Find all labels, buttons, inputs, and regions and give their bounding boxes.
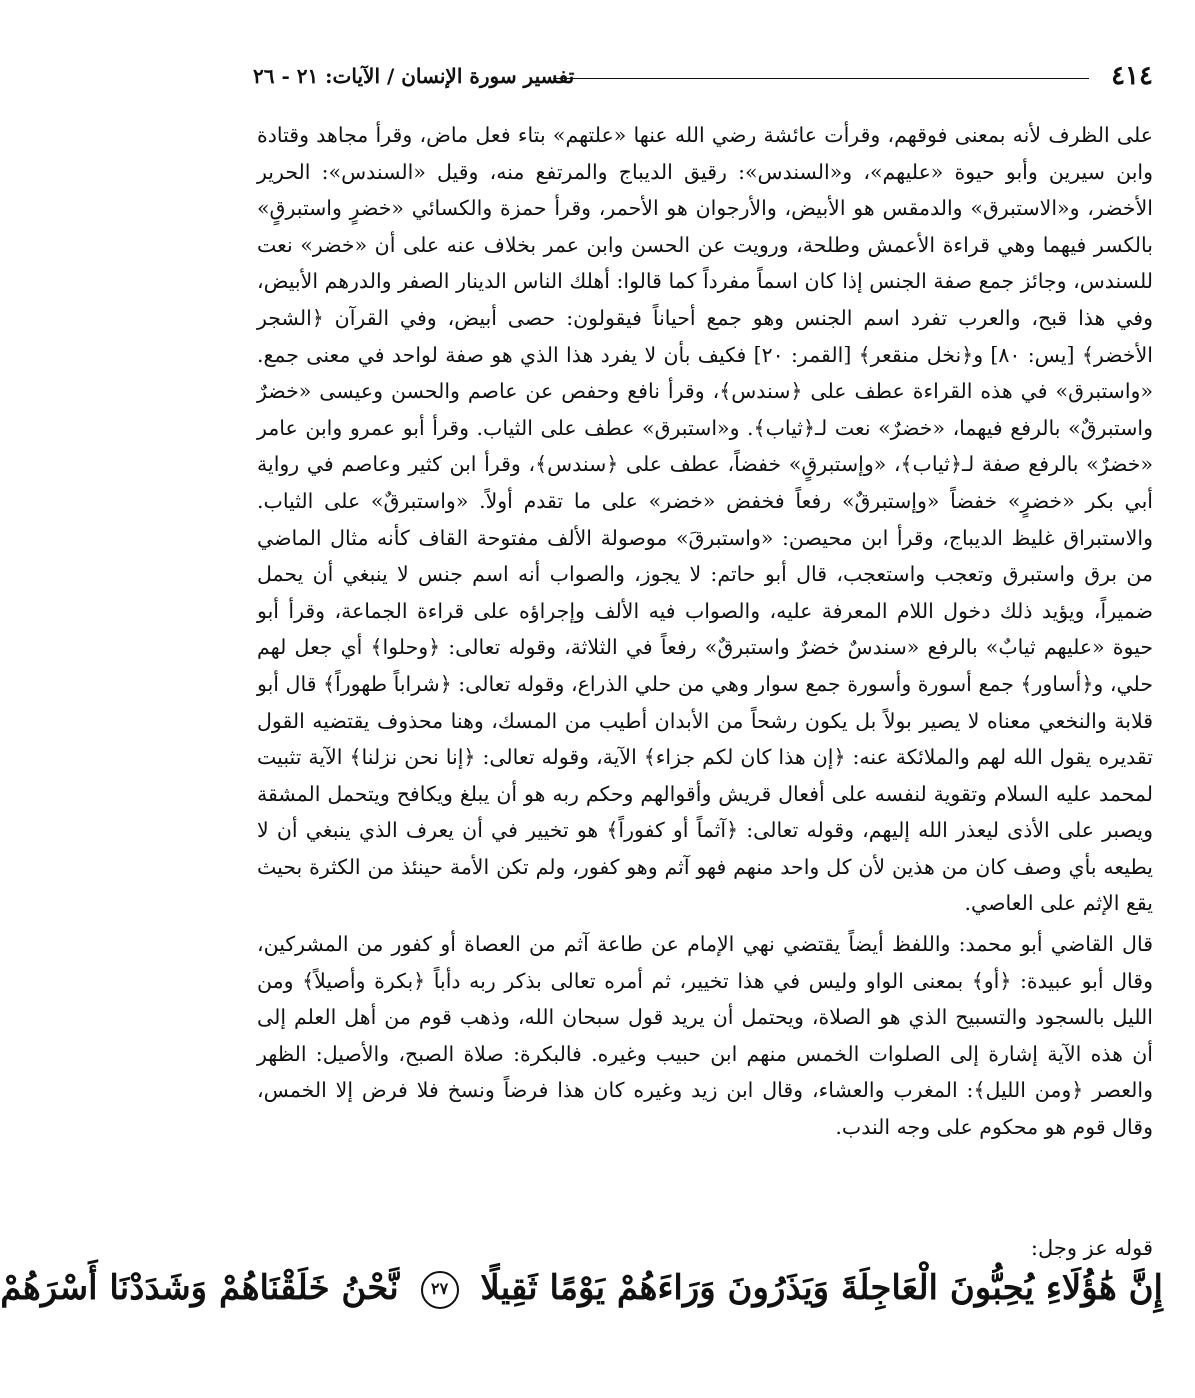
commentary-paragraph-1: على الظرف لأنه بمعنى فوقهم، وقرأت عائشة رضي الله عنها «علتهم» بتاء فعل ماض، وقرأ مجاهد وقتادة وابن سيرين وأبو حيوة «عليهم»، و«السندس»: رقيق الديباج والمرتفع منه، وقيل «السندس»: الحرير الأخضر، و«الاستبرق» والدمقس هو الأبيض، والأرجوان هو الأحمر، وقرأ حمزة والكسائي «خضرٍ واستبرقٍ» بالكسر فيهما وهي قراءة الأعمش وطلحة، ورويت عن الحسن وابن عمر بخلاف عنه على أن «خضر» نعت للسندس، وجائز جمع صفة الجنس إذا كان اسماً مفرداً كما قالوا: أهلك الناس الدينار الصفر والدرهم الأبيض، وفي هذا قبح، والعرب تفرد اسم الجنس وهو جمع أحياناً فيقولون: حصى أبيض، وفي القرآن ﴿الشجر الأخضر﴾ [يس: ٨٠] و﴿نخل منقعر﴾ [القمر: ٢٠] فكيف بأن لا يفرد هذا الذي هو صفة لواحد في معنى جمع. «واستبرق» في هذه القراءة عطف على ﴿سندس﴾، وقرأ نافع وحفص عن عاصم والحسن وعيسى «خضرٌ واستبرقٌ» بالرفع فيهما، «خضرٌ» نعت لـ﴿ثياب﴾. و«استبرق» عطف على الثياب. وقرأ أبو عمرو وابن عامر «خضرٌ» بالرفع صفة لـ﴿ثياب﴾، «وإستبرقٍ» خفضاً، عطف على ﴿سندس﴾، وقرأ ابن كثير وعاصم في رواية أبي بكر «خضرٍ» خفضاً «وإستبرقٌ» رفعاً فخفض «خضر» على ما تقدم أولاً. «واستبرقٌ» على الثياب. والاستبراق غليظ الديباج، وقرأ ابن محيصن: «واستبرقَ» موصولة الألف مفتوحة القاف كأنه مثال الماضي من برق واستبرق وتعجب واستعجب، قال أبو حاتم: لا يجوز، والصواب أنه اسم جنس لا ينبغي أن يحمل ضميراً، ويؤيد ذلك دخول اللام المعرفة عليه، والصواب فيه الألف وإجراؤه على قراءة الجماعة، وقرأ أبو حيوة «عليهم ثيابٌ» بالرفع «سندسٌ خضرٌ واستبرقٌ» رفعاً في الثلاثة، وقوله تعالى: ﴿وحلوا﴾ أي جعل لهم حلي، و﴿أساور﴾ جمع أسورة وأسورة جمع سوار وهي من حلي الذراع، وقوله تعالى: ﴿شراباً طهوراً﴾ قال أبو قلابة والنخعي معناه لا يصير بولاً بل يكون رشحاً من الأبدان أطيب من المسك، وهنا محذوف يقتضيه القول تقديره يقول الله لهم والملائكة عنه: ﴿إن هذا كان لكم جزاء﴾ الآية، وقوله تعالى: ﴿إنا نحن نزلنا﴾ الآية تثبيت لمحمد عليه السلام وتقوية لنفسه على أفعال قريش وأقوالهم وحكم ربه هو أن يبلغ ويكافح ويتحمل المشقة ويصبر على الأذى ليعذر الله إليهم، وقوله تعالى: ﴿آثماً أو كفوراً﴾ هو تخيير في أن يعرف الذي ينبغي أن لا يطيعه بأي وصف كان من هذين لأن كل واحد منهم فهو آثم وهو كفور، ولم تكن الأمة حينئذ من الكثرة بحيث يقع الإثم على العاصي.: [257, 123, 1153, 916]
verse-part-2: نَّحْنُ خَلَقْنَاهُمْ وَشَدَدْنَا أَسْرَهُمْ: [0, 1268, 399, 1308]
ayah-number-marker: ٢٧: [421, 1271, 459, 1309]
verse-intro: قوله عز وجل:: [1030, 1236, 1153, 1260]
header-rule: [553, 78, 1089, 79]
verse-part-1: إِنَّ هَٰؤُلَاءِ يُحِبُّونَ الْعَاجِلَةَ وَيَذَرُونَ وَرَاءَهُمْ يَوْمًا ثَقِيلًا: [480, 1268, 1163, 1308]
running-title: تفسير سورة الإنسان / الآيات: ٢١ - ٢٦: [253, 64, 575, 88]
page-header: [253, 60, 1153, 96]
commentary-paragraph-2: قال القاضي أبو محمد: واللفظ أيضاً يقتضي نهي الإمام عن طاعة آثم من العصاة أو كفور من المشركين، وقال أبو عبيدة: ﴿أو﴾ بمعنى الواو وليس في هذا تخيير، ثم أمره تعالى بذكر ربه دأباً ﴿بكرة وأصيلاً﴾ ومن الليل بالسجود والتسبيح الذي هو الصلاة، ويحتمل أن يريد قول سبحان الله، وذهب قوم من أهل العلم إلى أن هذه الآية إشارة إلى الصلوات الخمس منهم ابن حبيب وغيره. فالبكرة: صلاة الصبح، والأصيل: الظهر والعصر ﴿ومن الليل﴾: المغرب والعشاء، وقال ابن زيد وغيره كان هذا فرضاً ونسخ فلا فرض إلا الخمس، وقال قوم هو محكوم على وجه الندب.: [257, 932, 1153, 1140]
quran-verse: [0, 1262, 1163, 1314]
page-number: ٤١٤: [1111, 61, 1153, 91]
commentary-body: [257, 117, 1153, 1146]
